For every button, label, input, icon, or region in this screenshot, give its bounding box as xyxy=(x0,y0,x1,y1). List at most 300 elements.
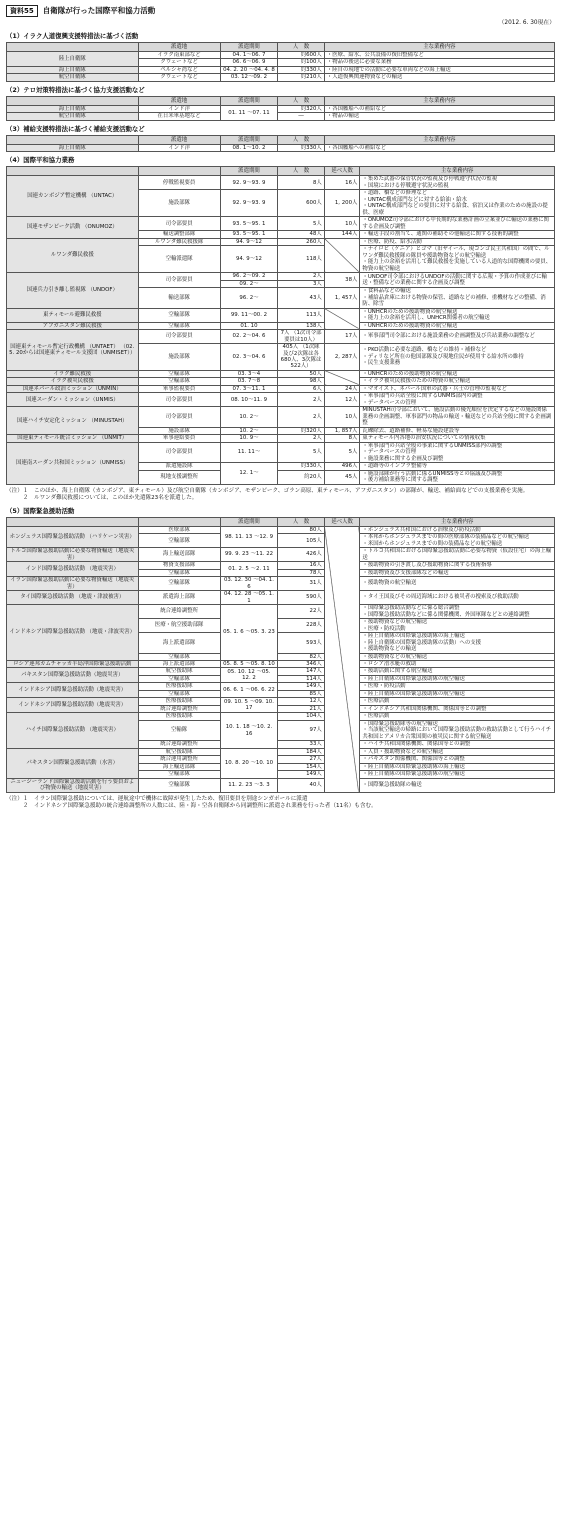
table-cell: ・イラク被災民救援のための物資の航空輸送 xyxy=(360,378,555,385)
table-cell: ・医療活動 xyxy=(360,713,555,720)
table-cell: 31人 xyxy=(278,577,325,591)
table-cell: ・医療、給水、公共設備の復旧整備など xyxy=(324,52,554,59)
table-cell: 426人 xyxy=(278,548,325,562)
table-row xyxy=(7,144,555,151)
table-cell: インドネシア国際緊急援助活動（地震災害） xyxy=(7,698,139,713)
table-cell: 2人 xyxy=(278,273,325,280)
table-cell: パキスタン国際緊急援助活動（地震災害） xyxy=(7,668,139,683)
table-cell: ・施設部隊が行う活動に係るUNMISS等との協議及び調整 ・後方補給業務等に関する調整 xyxy=(360,470,555,484)
table-cell: 94. 9〜12 xyxy=(220,238,278,245)
table-cell: 93. 5〜95. 1 xyxy=(220,231,278,238)
table-cell: 医療・航空援助部隊 xyxy=(138,619,220,633)
table-cell: イラン国際緊急援助活動に必要な物資輸送（地震災害） xyxy=(7,577,139,591)
table-cell: 空輸部隊 xyxy=(138,378,220,385)
column-header: 主な業務内容 xyxy=(324,135,554,144)
table-cell: 航空援助隊 xyxy=(138,748,220,755)
table-cell: 24人 xyxy=(324,385,360,392)
table-cell: 97人 xyxy=(278,720,325,740)
table-row xyxy=(7,52,555,59)
table-cell: 147人 xyxy=(278,668,325,675)
table-cell: 48人 xyxy=(278,231,325,238)
table-cell: ・医療・防疫活動 xyxy=(360,683,555,690)
table-cell: 5人 xyxy=(278,442,325,462)
table-cell: 10. 2〜 xyxy=(220,427,278,434)
table-row xyxy=(7,683,555,690)
table-cell: ・陸上自衛隊の国際緊急援助隊の海上輸送 ・陸上自衛隊の国際緊急援助隊の活動）への支援 ・援助物資などの輸送 xyxy=(360,633,555,653)
table-cell: ・パキスタン関係機関、関係国等との調整 xyxy=(360,756,555,763)
table-cell: 06. 6〜06. 9 xyxy=(220,59,278,66)
table-cell: 09. 10. 5 〜09. 10. 17 xyxy=(220,698,278,713)
document xyxy=(6,4,555,811)
table-cell: 空輸部隊 xyxy=(138,778,220,792)
table-row xyxy=(7,105,555,112)
table-cell: 590人 xyxy=(278,591,325,605)
table-cell: 司令部要員 xyxy=(138,330,220,344)
column-header xyxy=(7,135,139,144)
table-header-row xyxy=(7,517,555,526)
section-table xyxy=(6,42,555,82)
table-cell: イラク被災民救援 xyxy=(7,378,139,385)
table-cell: 東ティモール内各地の治安状況についての情報収集 xyxy=(360,435,555,442)
table-cell: 99. 9. 23 〜11. 22 xyxy=(220,548,278,562)
table-cell: 空輸部隊 xyxy=(138,370,220,377)
table-row xyxy=(7,393,555,407)
table-cell: 04. 1〜06. 7 xyxy=(220,52,278,59)
table-cell: 01. 2. 5 〜2. 11 xyxy=(220,562,278,577)
table-cell: 260人 xyxy=(278,238,325,245)
table-cell: ・ロシア潜水艇の救助 xyxy=(360,661,555,668)
table-cell: 40人 xyxy=(278,778,325,792)
column-header: 人 数 xyxy=(278,135,325,144)
table-cell: 空輸部隊 xyxy=(138,308,220,322)
table-cell: 医療部隊 xyxy=(138,526,220,533)
table-cell: タイ国際緊急援助活動 （地震・津波被害） xyxy=(7,591,139,605)
table-cell: 05. 1. 6 〜05. 3. 23 xyxy=(220,605,278,661)
section-title: （2）テロ対策特措法に基づく協力支援活動など xyxy=(6,85,145,94)
table-cell: 94. 9〜12 xyxy=(220,246,278,273)
table-row xyxy=(7,668,555,675)
table-cell: 92. 9〜93. 9 xyxy=(220,190,278,217)
table-cell: 派遣施設隊 xyxy=(138,463,220,470)
table-cell: 海上自衛隊 xyxy=(7,105,139,112)
table-cell: 346人 xyxy=(278,661,325,668)
table-cell: ・援助物資及び支援部隊などの輸送 xyxy=(360,569,555,576)
table-cell: 東ティモール避難民救援 xyxy=(7,308,139,322)
table-header-row xyxy=(7,96,555,105)
table-cell: ・医療活動 xyxy=(360,698,555,705)
footnote: （注）１ このほか、海上自衛隊（カンボジア、東ティモール）及び航空自衛隊（カンボジア、モザンビーク、ゴラン高原、東ティモール、アフガニスタン）の部隊が、輸送、補給面などでの支援業務を実施。 ２ ルワンダ難民救援については、このほか先遣隊23名を派遣した。 xyxy=(6,487,529,502)
table-cell: 12. 1〜 xyxy=(220,463,278,484)
column-header xyxy=(7,96,139,105)
table-cell: 約210人 xyxy=(278,74,325,81)
table-cell: 593人 xyxy=(278,633,325,653)
table-cell: ・各国艦船への補給など xyxy=(324,105,554,112)
table-cell: 輸送調整部隊 xyxy=(138,231,220,238)
table-cell: 6人 xyxy=(278,385,325,392)
table-cell: 04. 2. 20 〜04. 4. 8 xyxy=(220,66,278,73)
table-cell: 02. 2〜04. 6 xyxy=(220,330,278,344)
table-cell: 司令部要員 xyxy=(138,217,220,231)
table-cell: 5人 xyxy=(324,442,360,462)
table-cell: ・国際緊急援助活動などに係る総合調整 ・国際緊急援助活動などに係る関係機関、外国軍隊などとの連絡調整 xyxy=(360,605,555,619)
table-cell: 11. 11〜 xyxy=(220,442,278,462)
section-table xyxy=(6,135,555,152)
table-cell: 海上自衛隊 xyxy=(7,66,139,73)
table-cell: 184人 xyxy=(278,748,325,755)
table-cell: 2人 xyxy=(278,435,325,442)
table-cell: 04. 12. 28 〜05. 1. 1 xyxy=(220,591,278,605)
table-cell: ・インドネシア共和国関係機関、関係国等との調整 xyxy=(360,705,555,712)
table-cell: 27人 xyxy=(278,756,325,763)
table-cell: 08. 1〜10. 2 xyxy=(220,144,278,151)
table-cell xyxy=(324,526,360,792)
column-header: 主な業務内容 xyxy=(360,167,555,176)
table-cell: 航空援助隊 xyxy=(138,668,220,675)
table-cell: ・陸上自衛隊の国際緊急援助隊の海上輸送 xyxy=(360,763,555,770)
table-cell: 停戦監視要員 xyxy=(138,176,220,190)
table-cell: 空輸隊 xyxy=(138,720,220,740)
table-cell: ・援助物資などの航空輸送 xyxy=(360,653,555,660)
table-cell: 2, 287人 xyxy=(324,344,360,371)
table-cell: 38人 xyxy=(324,273,360,288)
table-cell: ・陸上自衛隊の国際緊急援助隊の航空輸送 xyxy=(360,771,555,778)
table-cell: 80人 xyxy=(278,526,325,533)
table-cell: 2人 xyxy=(278,407,325,427)
table-cell: ・軍事部門の兵站全般の事業に関するUNMISS部内の調整 ・データベースの管理 ・施設業務に関する企画及び調整 xyxy=(360,442,555,462)
table-cell: ・トルコ共和国における国際緊急援助活動に必要な物資（仮設住宅）の海上輸送 xyxy=(360,548,555,562)
table-cell: ・ナイロビ（ケニア）とゴマ（旧ザイール、現コンゴ民主共和国）の間で、ルワンダ難民救援隊の隊員や援助物資などの航空輸送 ・能力上の余裕を活用して難民救援を実施している人道的な国際機関の要員、物資の航空輸送 xyxy=(360,246,555,273)
table-cell: 現地支援調整所 xyxy=(138,470,220,484)
table-cell: 16人 xyxy=(278,562,325,569)
table-cell: 05. 10. 12 〜05. 12. 2 xyxy=(220,668,278,683)
table-cell: ・援助物資などの航空輸送 ・医療・防疫活動 xyxy=(360,619,555,633)
table-cell: 01. 10 xyxy=(220,322,278,329)
table-cell: ・UNHCRのための援助物資の航空輸送 ・能力上の余裕を活用し、UNHCR関係者の航空輸送 xyxy=(360,308,555,322)
table-cell: 113人 xyxy=(278,308,325,322)
table-cell: ・ONUMOZ司令部における中長期的な業務計画の立案並びに輸送の業務に関する企画及び調整 xyxy=(360,217,555,231)
table-cell: 98人 xyxy=(278,378,325,385)
table-cell: ・UNHCRのための援助物資の航空輸送 xyxy=(360,322,555,329)
table-cell: 国連ネパール政治ミッション（UNMIN） xyxy=(7,385,139,392)
section-table xyxy=(6,96,555,121)
column-header: 人 数 xyxy=(278,96,325,105)
table-cell: インド洋 xyxy=(138,105,220,112)
table-row xyxy=(7,308,555,322)
column-header: 人 数 xyxy=(278,517,325,526)
table-cell: 93. 5〜95. 1 xyxy=(220,217,278,231)
table-cell: 派遣海上部隊 xyxy=(138,591,220,605)
as-of-date: （2012. 6. 30現在） xyxy=(498,20,555,26)
table-cell: 11. 2. 23 〜3. 3 xyxy=(220,778,278,792)
column-header xyxy=(138,517,220,526)
table-cell: 国連ハイチ安定化ミッション （MINUSTAH） xyxy=(7,407,139,435)
table-cell: ・食料品などの輸送 ・補給品倉庫における物資の保管、道路などの補修、重機材などの整備、消防、除雪 xyxy=(360,288,555,308)
table-cell: 海上自衛隊 xyxy=(7,144,139,151)
table-cell: クウェートなど xyxy=(138,74,220,81)
table-cell: 3人 xyxy=(278,280,325,287)
table-cell: 航空自衛隊 xyxy=(7,74,139,81)
table-cell: ・マオイスト、ネパール国軍の武器・兵士の管理の監視など xyxy=(360,385,555,392)
table-cell: 99. 11〜00. 2 xyxy=(220,308,278,322)
table-cell: アフガニスタン難民救援 xyxy=(7,322,139,329)
footnote: （注）１ イラン国際緊急援助については、運航途中で機体に故障が発生したため、復旧要員を別途シンガポールに派遣 ２ インドネシア国際緊急援助の統合連絡調整所の人数には、陸・海・空各自衛隊から同調整所に派遣され業務を行った者（11名）も含む。 xyxy=(6,795,377,810)
table-cell: 5人 xyxy=(278,217,325,231)
table-cell: ロシア連邦カムチャッカ半島沖国際緊急援助活動 xyxy=(7,661,139,668)
table-cell: 10人 xyxy=(324,217,360,231)
table-cell: 149人 xyxy=(278,683,325,690)
table-cell: ニュージーランド国際緊急援助活動を行う要員および物資の輸送（地震災害） xyxy=(7,778,139,792)
table-row xyxy=(7,273,555,280)
table-cell: 98. 11. 13 〜12. 9 xyxy=(220,526,278,547)
table-cell: 33人 xyxy=(278,741,325,748)
table-row xyxy=(7,322,555,329)
table-cell: 03. 12〜09. 2 xyxy=(220,74,278,81)
table-cell: 2人 xyxy=(278,393,325,407)
table-cell: パキスタン国際緊急援助活動（水害） xyxy=(7,748,139,778)
table-cell: 45人 xyxy=(324,470,360,484)
sections-container xyxy=(6,31,555,811)
document-title: 自衛隊が行った国際平和協力活動 xyxy=(42,6,156,16)
table-cell: 統合運用調整所 xyxy=(138,756,220,763)
table-cell: 1, 857人 xyxy=(324,427,360,434)
table-header-row xyxy=(7,167,555,176)
table-cell: ・陸上自衛隊の国際緊急援助隊の航空輸送 xyxy=(360,690,555,697)
table-cell: ・援助物資の航空輸送 xyxy=(360,577,555,591)
table-cell: 輸送部隊 xyxy=(138,288,220,308)
table-cell: 空輸部隊 xyxy=(138,690,220,697)
table-cell: 02. 3〜04. 6 xyxy=(220,344,278,371)
table-cell: ・国際緊急援助隊の輸送 xyxy=(360,778,555,792)
table-cell: ・ハイチ共和国関係機関、関係国等との調整 xyxy=(360,741,555,748)
table-cell: 600人 xyxy=(278,190,325,217)
table-cell: ・集めた武器の保管状況の監視及び停戦遵守状況の監視 ・国境における停戦遵守状況の監視 xyxy=(360,176,555,190)
table-cell: インドネシア国際緊急援助活動（地震災害） xyxy=(7,683,139,698)
table-cell: 国連カンボジア暫定機構 （UNTAC） xyxy=(7,176,139,217)
table-cell: 軍事連絡要員 xyxy=(138,435,220,442)
table-row xyxy=(7,778,555,792)
table-cell: 約20人 xyxy=(278,470,325,484)
table-cell: 国連兵力引き離し監視隊 （UNDOF） xyxy=(7,273,139,308)
table-cell: 07. 3〜11. 1 xyxy=(220,385,278,392)
table-cell: 国連東ティモール統合ミッション （UNMIT） xyxy=(7,435,139,442)
table-cell: 21人 xyxy=(278,705,325,712)
table-cell: 09. 2〜 xyxy=(220,280,278,287)
table-cell: 496人 xyxy=(324,463,360,470)
table-row xyxy=(7,330,555,344)
table-cell: ・道路、橋などの修理など ・UNTAC構成部門などに対する給油・給水 ・UNTAC構成部門などの要員に対する給食、宿泊又は作業のための施設の提供、医療 xyxy=(360,190,555,217)
table-cell xyxy=(324,308,360,329)
column-header: 主な業務内容 xyxy=(324,96,554,105)
table-row xyxy=(7,435,555,442)
table-cell: 約330人 xyxy=(278,66,325,73)
table-cell: ・軍事部門司令部における施設業務の企画調整及び兵站業務の調整など xyxy=(360,330,555,344)
table-cell: 96. 2〜09. 2 xyxy=(220,273,278,280)
table-row xyxy=(7,748,555,755)
column-header: 派遣期間 xyxy=(220,96,278,105)
table-cell: 10. 9〜 xyxy=(220,435,278,442)
table-cell: 105人 xyxy=(278,534,325,548)
table-cell: イラク難民救援 xyxy=(7,370,139,377)
table-cell: 8人 xyxy=(278,176,325,190)
table-cell: MINUSTAH司令部において、施設活動の優先順位を決定するなどの施設関係業務の企画調整、軍事部門の物品の輸送・輸送などの兵站全般に関する企画調整 xyxy=(360,407,555,427)
table-cell: 約600人 xyxy=(278,52,325,59)
table-cell: 約330人 xyxy=(278,463,325,470)
table-cell: 海上派遣部隊 xyxy=(138,661,220,668)
table-row xyxy=(7,217,555,231)
column-header xyxy=(7,43,139,52)
table-cell: 144人 xyxy=(324,231,360,238)
table-cell: 08. 10〜11. 9 xyxy=(220,393,278,407)
table-cell: ・人道復興関連物資などの輸送 xyxy=(324,74,554,81)
table-cell: ・援助物資の引き渡し及び援助物資に関する技術指導 xyxy=(360,562,555,569)
table-cell: 114人 xyxy=(278,675,325,682)
table-cell: 空輸派遣隊 xyxy=(138,246,220,273)
column-header: 派遣期間 xyxy=(220,43,278,52)
section-title: （1）イラク人道復興支援特措法に基づく活動 xyxy=(6,32,139,40)
table-row xyxy=(7,113,555,120)
column-header: 派遣期間 xyxy=(220,167,278,176)
table-cell: 約100人 xyxy=(278,59,325,66)
table-cell: 司令部要員 xyxy=(138,407,220,427)
table-cell: ハイチ国際緊急援助活動 （地震災害） xyxy=(7,713,139,748)
table-cell: 228人 xyxy=(278,619,325,633)
table-cell: ・輸送手段の割当て、通関の補助その他輸送に関する技術的調整 xyxy=(360,231,555,238)
table-cell: 12人 xyxy=(324,393,360,407)
table-cell: ルワンダ難民救援 xyxy=(7,238,139,272)
table-cell: インド国際緊急援助活動 （地震災害） xyxy=(7,562,139,577)
table-row xyxy=(7,385,555,392)
column-header: 派遣地 xyxy=(138,135,220,144)
table-cell: 10. 1. 18 〜10. 2. 16 xyxy=(220,713,278,748)
table-cell: 空輸部隊 xyxy=(138,771,220,778)
table-cell: 01. 11 〜07. 11 xyxy=(220,105,278,120)
table-cell: 司令部要員 xyxy=(138,393,220,407)
table-cell: 03. 12. 30 〜04. 1. 6 xyxy=(220,577,278,591)
table-cell: 国連スーダン・ミッション（UNMIS） xyxy=(7,393,139,407)
table-cell: トルコ国際緊急援助活動に必要な物資輸送（地震災害） xyxy=(7,548,139,562)
table-cell: 17人 xyxy=(324,330,360,344)
column-header xyxy=(138,167,220,176)
table-cell: 在日米軍基地など xyxy=(138,113,220,120)
table-cell: 7人 （1次司令部要員は10人） xyxy=(278,330,325,344)
table-cell: 12人 xyxy=(278,698,325,705)
column-header: 人 数 xyxy=(278,167,325,176)
table-header-row xyxy=(7,135,555,144)
table-cell: ・道路等のインフラ整備等 xyxy=(360,463,555,470)
table-cell: 統合連絡調整所 xyxy=(138,605,220,619)
table-cell: 医療援助隊 xyxy=(138,698,220,705)
table-cell: 空輸部隊 xyxy=(138,534,220,548)
table-row xyxy=(7,378,555,385)
table-row xyxy=(7,713,555,720)
table-cell: 10. 2〜 xyxy=(220,407,278,427)
table-cell: 22人 xyxy=(278,605,325,619)
table-cell: 空輸部隊 xyxy=(138,653,220,660)
table-cell: ・本邦からホンジュラスまでの間の医療部隊の装備品などの航空輸送 ・米国からホンジュラスまでの間の装備品などの航空輸送 xyxy=(360,534,555,548)
table-cell: 96. 2〜 xyxy=(220,288,278,308)
table-cell: 司令部要員 xyxy=(138,442,220,462)
table-row xyxy=(7,605,555,619)
table-row xyxy=(7,370,555,377)
table-cell: 統合連絡調整所 xyxy=(138,741,220,748)
table-cell: 航空自衛隊 xyxy=(7,113,139,120)
table-cell: ・物品の輸送 xyxy=(324,113,554,120)
column-header: 延べ人数 xyxy=(324,517,360,526)
table-cell: ・国際緊急援助隊等の航空輸送 ・当該航空輸送の帰路において国際緊急援助活動の救助活動として行うハイチ共和国とアメリカ合衆国間の被災民に関する航空輸送 xyxy=(360,720,555,740)
table-cell: ・人員・援助物資などの航空輸送 xyxy=(360,748,555,755)
table-cell: ペルシャ湾など xyxy=(138,66,220,73)
table-cell: 03. 3〜4 xyxy=(220,370,278,377)
table-cell: 10. 8. 20 〜10. 10 xyxy=(220,748,278,778)
table-cell: 約330人 xyxy=(278,144,325,151)
table-header-row xyxy=(7,43,555,52)
table-cell: インドネシア国際緊急援助活動 （地震・津波災害） xyxy=(7,605,139,661)
table-row xyxy=(7,407,555,427)
table-cell: 約320人 xyxy=(278,105,325,112)
table-cell: 118人 xyxy=(278,246,325,273)
section-title: （3）補給支援特措法に基づく補給支援活動など xyxy=(6,124,145,133)
section-table xyxy=(6,166,555,484)
table-cell: 149人 xyxy=(278,771,325,778)
table-cell: ・UNDOF司令部におけるUNDOFの活動に関する広報・予算の作成並びに輸送・整備などの業務に関する企画及び調整 xyxy=(360,273,555,288)
table-cell: 軍事監視要員 xyxy=(138,385,220,392)
table-cell: ・軍事部門の兵站全般に関するUNMIS部内の調整 ・データベースの管理 xyxy=(360,393,555,407)
table-cell: 施設部隊 xyxy=(138,190,220,217)
table-cell: 医療援助隊 xyxy=(138,683,220,690)
table-cell: ― xyxy=(278,113,325,120)
section-title: （4）国際平和協力業務 xyxy=(6,156,75,165)
column-header: 派遣地 xyxy=(138,43,220,52)
column-header: 派遣地 xyxy=(138,96,220,105)
table-cell: ホンジュラス国際緊急援助活動 （ハリケーン災害） xyxy=(7,526,139,547)
table-cell: 国連モザンビーク活動 （ONUMOZ） xyxy=(7,217,139,238)
table-cell: 154人 xyxy=(278,763,325,770)
table-cell: 03. 7〜8 xyxy=(220,378,278,385)
table-cell: 16人 xyxy=(324,176,360,190)
table-cell: 空輸部隊 xyxy=(138,569,220,576)
table-cell: 統合連絡調整所 xyxy=(138,705,220,712)
table-cell: 物資支援部隊 xyxy=(138,562,220,569)
table-cell: 43人 xyxy=(278,288,325,308)
table-cell: 空輸部隊 xyxy=(138,577,220,591)
table-cell xyxy=(324,370,360,385)
table-row xyxy=(7,562,555,569)
table-cell: 104人 xyxy=(278,713,325,720)
table-cell: 海上輸送部隊 xyxy=(138,763,220,770)
column-header: 主な業務内容 xyxy=(360,517,555,526)
table-cell: イラク南東部など xyxy=(138,52,220,59)
table-row xyxy=(7,442,555,462)
table-row xyxy=(7,698,555,705)
column-header xyxy=(7,167,139,176)
table-cell: 施設部隊 xyxy=(138,427,220,434)
table-cell: 国連東ティモール暫定行政機構 （UNTAET） （02. 5. 20からは国連東ティモール支援団（UNMISET）） xyxy=(7,330,139,371)
table-cell: 海上輸送部隊 xyxy=(138,548,220,562)
table-row xyxy=(7,176,555,190)
table-cell: ・PKO活動に必要な道路、橋などの維持・補修など ・ディリなど所在の他国部隊及び現地住民が使用する給水所の維持 ・民生支援業務 xyxy=(360,344,555,371)
table-cell: ・援助活動に関する航空輸送 xyxy=(360,668,555,675)
table-cell: 05. 8. 5 〜05. 8. 10 xyxy=(220,661,278,668)
table-row xyxy=(7,526,555,533)
column-header: 派遣期間 xyxy=(220,135,278,144)
column-header: 派遣期間 xyxy=(220,517,278,526)
table-cell: ・物品の後送に必要な業務 xyxy=(324,59,554,66)
table-cell: 78人 xyxy=(278,569,325,576)
table-cell: 92. 9〜93. 9 xyxy=(220,176,278,190)
table-cell: 空輸部隊 xyxy=(138,322,220,329)
table-cell: 1, 200人 xyxy=(324,190,360,217)
table-cell: ・陸上自衛隊の国際緊急援助隊の航空輸送 xyxy=(360,675,555,682)
